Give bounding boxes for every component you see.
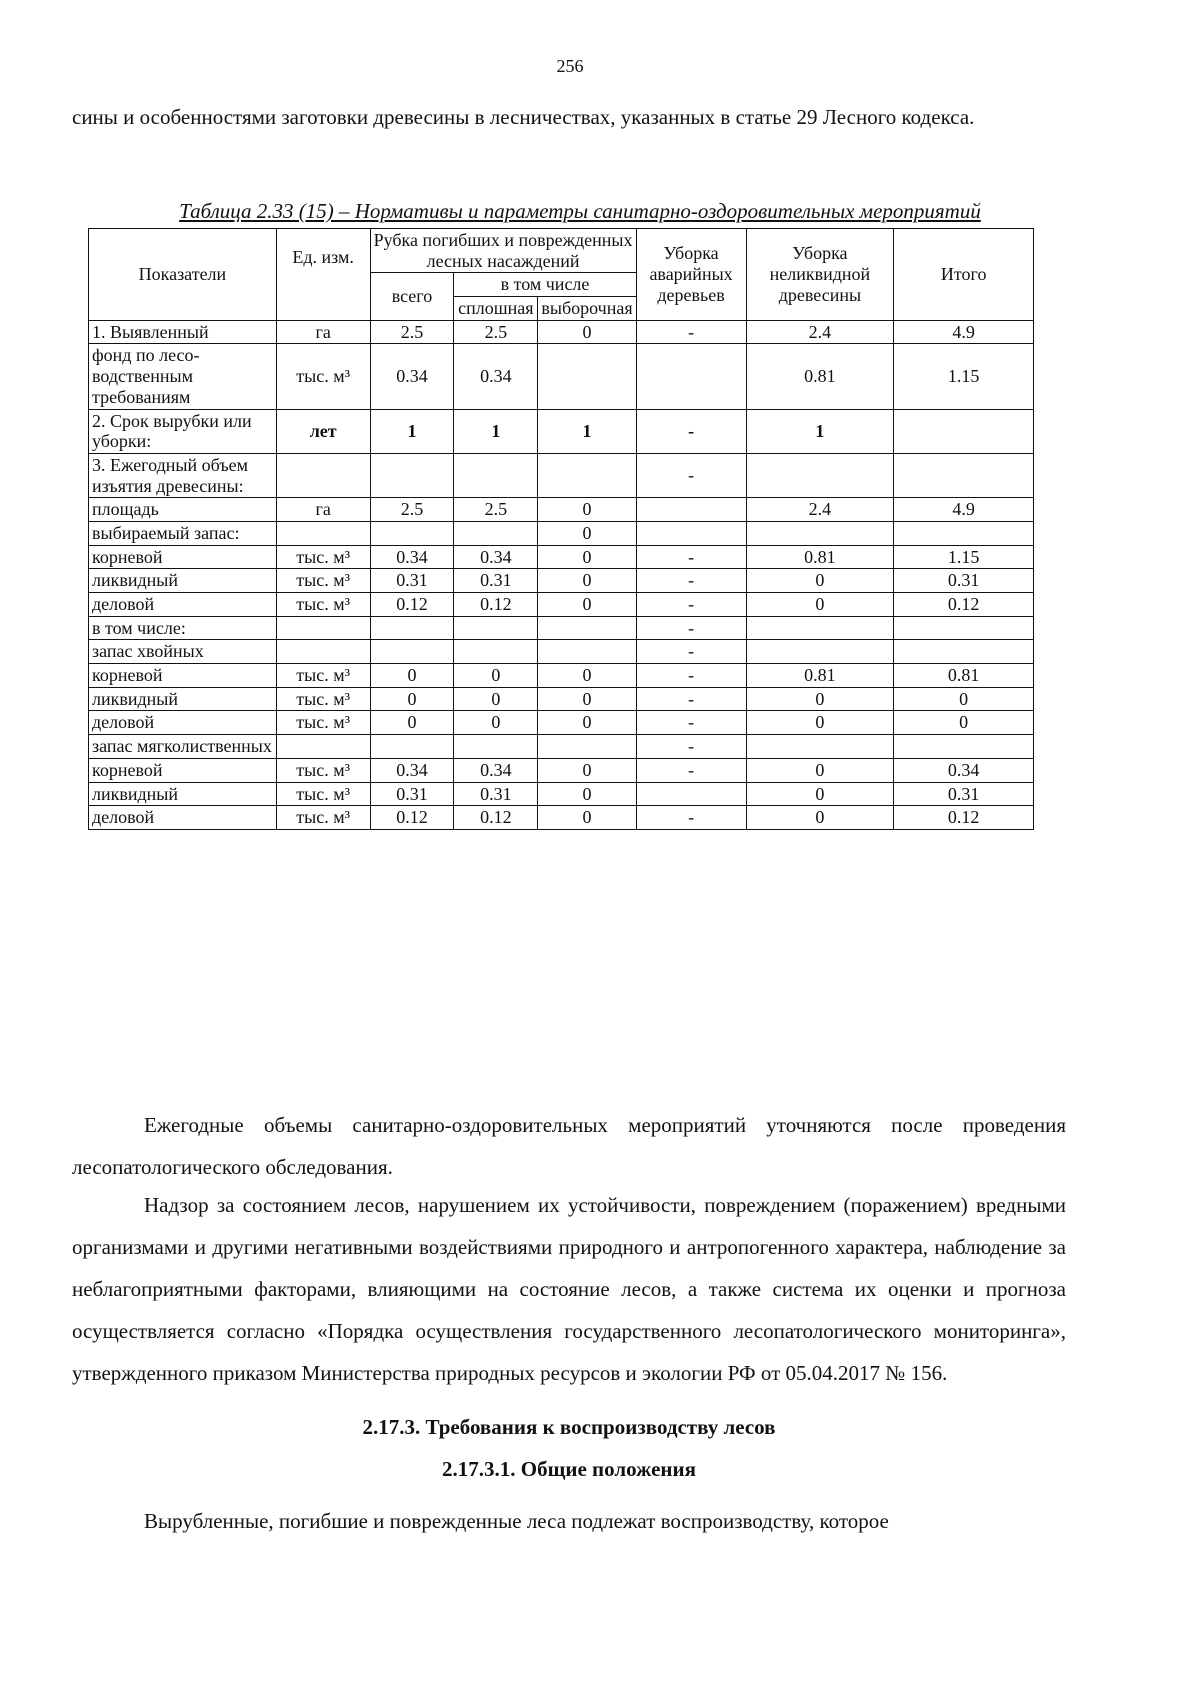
cell-total-felling: 0 — [370, 664, 454, 688]
cell-total-felling — [370, 616, 454, 640]
cell-selective: 0 — [538, 320, 636, 344]
cell-selective: 0 — [538, 687, 636, 711]
cell-total: 0.31 — [894, 569, 1034, 593]
cell-emergency: - — [636, 758, 746, 782]
cell-total — [894, 409, 1034, 453]
cell-emergency: - — [636, 640, 746, 664]
cell-selective: 1 — [538, 409, 636, 453]
cell-total: 1.15 — [894, 545, 1034, 569]
header-felling: Рубка погибших и поврежденных лесных насаждений — [370, 229, 636, 273]
cell-emergency: - — [636, 616, 746, 640]
cell-clear: 0.34 — [454, 545, 538, 569]
intro-paragraph: сины и особенностями заготовки древесины в лесничествах, указанных в статье 29 Лесного кодекса. — [72, 105, 975, 129]
cell-nonliquid: 2.4 — [746, 498, 894, 522]
cell-emergency: - — [636, 409, 746, 453]
cell-total — [894, 735, 1034, 759]
table-row — [89, 735, 1034, 759]
header-clear: сплошная — [454, 297, 538, 321]
cell-total: 0 — [894, 687, 1034, 711]
cell-total: 4.9 — [894, 498, 1034, 522]
cell-label: деловой — [89, 593, 277, 617]
cell-emergency: - — [636, 593, 746, 617]
cell-total-felling: 2.5 — [370, 498, 454, 522]
cell-label: 3. Ежегодный объем изъятия древесины: — [89, 453, 277, 497]
cell-total-felling: 0.31 — [370, 782, 454, 806]
cell-total — [894, 616, 1034, 640]
cell-total-felling: 2.5 — [370, 320, 454, 344]
header-nonliquid: Уборка неликвидной древесины — [746, 229, 894, 321]
cell-unit: тыс. м³ — [276, 664, 370, 688]
cell-label: деловой — [89, 711, 277, 735]
table-row — [89, 521, 1034, 545]
cell-nonliquid: 0 — [746, 806, 894, 830]
cell-label: ликвидный — [89, 782, 277, 806]
cell-emergency: - — [636, 806, 746, 830]
cell-selective — [538, 453, 636, 497]
cell-selective: 0 — [538, 498, 636, 522]
table-row — [89, 545, 1034, 569]
cell-total-felling: 0.12 — [370, 806, 454, 830]
cell-label: в том числе: — [89, 616, 277, 640]
cell-nonliquid: 2.4 — [746, 320, 894, 344]
cell-total-felling: 0.12 — [370, 593, 454, 617]
cell-clear: 0.34 — [454, 344, 538, 409]
cell-label: деловой — [89, 806, 277, 830]
cell-selective — [538, 735, 636, 759]
cell-total: 0.12 — [894, 593, 1034, 617]
cell-label: выбираемый запас: — [89, 521, 277, 545]
cell-emergency: - — [636, 545, 746, 569]
cell-total-felling — [370, 735, 454, 759]
cell-unit — [276, 453, 370, 497]
cell-total: 0.81 — [894, 664, 1034, 688]
table-row — [89, 687, 1034, 711]
table-row — [89, 344, 1034, 409]
cell-clear — [454, 521, 538, 545]
cell-unit: тыс. м³ — [276, 344, 370, 409]
header-unit: Ед. изм. — [276, 229, 370, 321]
cell-nonliquid: 0.81 — [746, 664, 894, 688]
cell-unit: тыс. м³ — [276, 687, 370, 711]
cell-clear: 1 — [454, 409, 538, 453]
cell-emergency: - — [636, 320, 746, 344]
cell-nonliquid: 0.81 — [746, 344, 894, 409]
cell-total: 0.31 — [894, 782, 1034, 806]
header-including: в том числе — [454, 273, 636, 297]
cell-total-felling: 0 — [370, 711, 454, 735]
cell-nonliquid: 0 — [746, 782, 894, 806]
cell-clear: 0.31 — [454, 782, 538, 806]
cell-clear: 2.5 — [454, 320, 538, 344]
table-row — [89, 806, 1034, 830]
cell-label: запас мягколиственных — [89, 735, 277, 759]
table-row — [89, 640, 1034, 664]
cell-clear: 0.34 — [454, 758, 538, 782]
cell-clear: 0 — [454, 711, 538, 735]
cell-emergency: - — [636, 735, 746, 759]
table-row — [89, 711, 1034, 735]
cell-total: 0.34 — [894, 758, 1034, 782]
cell-clear: 0 — [454, 664, 538, 688]
cell-clear — [454, 735, 538, 759]
cell-total: 0.12 — [894, 806, 1034, 830]
cell-unit: тыс. м³ — [276, 711, 370, 735]
table-row — [89, 569, 1034, 593]
cell-nonliquid — [746, 521, 894, 545]
cell-clear: 2.5 — [454, 498, 538, 522]
cell-unit: тыс. м³ — [276, 782, 370, 806]
cell-total: 4.9 — [894, 320, 1034, 344]
cell-label: корневой — [89, 664, 277, 688]
section-heading-reproduction: 2.17.3. Требования к воспроизводству лесов — [362, 1415, 776, 1439]
table-row — [89, 664, 1034, 688]
cell-label: 2. Срок вырубки или уборки: — [89, 409, 277, 453]
cell-clear: 0.31 — [454, 569, 538, 593]
cell-nonliquid — [746, 640, 894, 664]
cell-unit: га — [276, 498, 370, 522]
cell-clear: 0 — [454, 687, 538, 711]
table-caption: Таблица 2.33 (15) – Нормативы и параметры санитарно-оздоровительных мероприятий — [179, 199, 981, 223]
cell-unit: га — [276, 320, 370, 344]
paragraph-supervision: Надзор за состоянием лесов, нарушением их устойчивости, повреждением (поражением) вредными организмами и другими негативными воздействиями природного и антропогенного характера, наблюдение за неблагоприятными факторами, влияющими на состояние лесов, а также система их оценки и прогноза осуществляется согласно «Порядка осуществления государственного лесопатологического мониторинга», утвержденного приказом Министерства природных ресурсов и экологии РФ от 05.04.2017 № 156. — [72, 1193, 1066, 1385]
cell-emergency — [636, 344, 746, 409]
cell-emergency — [636, 521, 746, 545]
table-row — [89, 453, 1034, 497]
cell-selective: 0 — [538, 711, 636, 735]
header-indicators: Показатели — [89, 229, 277, 321]
cell-nonliquid: 0 — [746, 593, 894, 617]
cell-unit — [276, 640, 370, 664]
cell-total: 1.15 — [894, 344, 1034, 409]
cell-label: корневой — [89, 545, 277, 569]
cell-emergency: - — [636, 569, 746, 593]
cell-total-felling: 0 — [370, 687, 454, 711]
table-row — [89, 616, 1034, 640]
header-emergency: Уборка аварийных деревьев — [636, 229, 746, 321]
cell-nonliquid: 0 — [746, 569, 894, 593]
table-body — [89, 320, 1034, 829]
header-total: Итого — [894, 229, 1034, 321]
cell-total — [894, 521, 1034, 545]
cell-selective: 0 — [538, 758, 636, 782]
cell-unit: тыс. м³ — [276, 545, 370, 569]
cell-unit: тыс. м³ — [276, 806, 370, 830]
cell-emergency: - — [636, 453, 746, 497]
page-number: 256 — [556, 56, 584, 76]
cell-clear — [454, 616, 538, 640]
norms-table — [88, 228, 1034, 830]
cell-unit: тыс. м³ — [276, 569, 370, 593]
header-total-felling: всего — [370, 273, 454, 320]
cell-label: запас хвойных — [89, 640, 277, 664]
cell-emergency: - — [636, 664, 746, 688]
cell-label: корневой — [89, 758, 277, 782]
cell-selective: 0 — [538, 569, 636, 593]
cell-emergency: - — [636, 687, 746, 711]
cell-clear: 0.12 — [454, 806, 538, 830]
cell-label: 1. Выявленный — [89, 320, 277, 344]
cell-selective: 0 — [538, 806, 636, 830]
cell-nonliquid — [746, 616, 894, 640]
cell-total — [894, 453, 1034, 497]
cell-nonliquid: 1 — [746, 409, 894, 453]
cell-unit: тыс. м³ — [276, 758, 370, 782]
cell-nonliquid: 0 — [746, 711, 894, 735]
cell-label: площадь — [89, 498, 277, 522]
table-row — [89, 782, 1034, 806]
cell-unit — [276, 616, 370, 640]
table-row — [89, 498, 1034, 522]
cell-selective: 0 — [538, 664, 636, 688]
cell-clear — [454, 640, 538, 664]
cell-total-felling: 0.31 — [370, 569, 454, 593]
cell-total-felling — [370, 521, 454, 545]
cell-emergency — [636, 782, 746, 806]
cell-unit — [276, 735, 370, 759]
cell-selective: 0 — [538, 782, 636, 806]
cell-selective: 0 — [538, 521, 636, 545]
table-row — [89, 758, 1034, 782]
paragraph-annual-volumes: Ежегодные объемы санитарно-оздоровительных мероприятий уточняются после проведения лесопатологического обследования. — [72, 1113, 1066, 1179]
cell-clear — [454, 453, 538, 497]
cell-total-felling: 1 — [370, 409, 454, 453]
paragraph-reproduction: Вырубленные, погибшие и поврежденные леса подлежат воспроизводству, которое — [144, 1509, 889, 1533]
cell-selective: 0 — [538, 593, 636, 617]
cell-selective: 0 — [538, 545, 636, 569]
cell-total-felling — [370, 640, 454, 664]
cell-emergency: - — [636, 711, 746, 735]
cell-total: 0 — [894, 711, 1034, 735]
cell-total-felling: 0.34 — [370, 545, 454, 569]
cell-total — [894, 640, 1034, 664]
cell-selective — [538, 344, 636, 409]
table-row — [89, 409, 1034, 453]
cell-nonliquid: 0.81 — [746, 545, 894, 569]
cell-selective — [538, 616, 636, 640]
cell-label: фонд по лесо-водственным требованиям — [89, 344, 277, 409]
cell-total-felling — [370, 453, 454, 497]
cell-label: ликвидный — [89, 569, 277, 593]
cell-unit: лет — [276, 409, 370, 453]
cell-unit: тыс. м³ — [276, 593, 370, 617]
cell-emergency — [636, 498, 746, 522]
table-row — [89, 593, 1034, 617]
subsection-heading-general: 2.17.3.1. Общие положения — [442, 1457, 696, 1481]
cell-total-felling: 0.34 — [370, 758, 454, 782]
cell-nonliquid: 0 — [746, 758, 894, 782]
cell-total-felling: 0.34 — [370, 344, 454, 409]
cell-selective — [538, 640, 636, 664]
cell-clear: 0.12 — [454, 593, 538, 617]
table-row — [89, 320, 1034, 344]
cell-nonliquid — [746, 453, 894, 497]
cell-label: ликвидный — [89, 687, 277, 711]
cell-unit — [276, 521, 370, 545]
cell-nonliquid — [746, 735, 894, 759]
cell-nonliquid: 0 — [746, 687, 894, 711]
header-selective: выборочная — [538, 297, 636, 321]
